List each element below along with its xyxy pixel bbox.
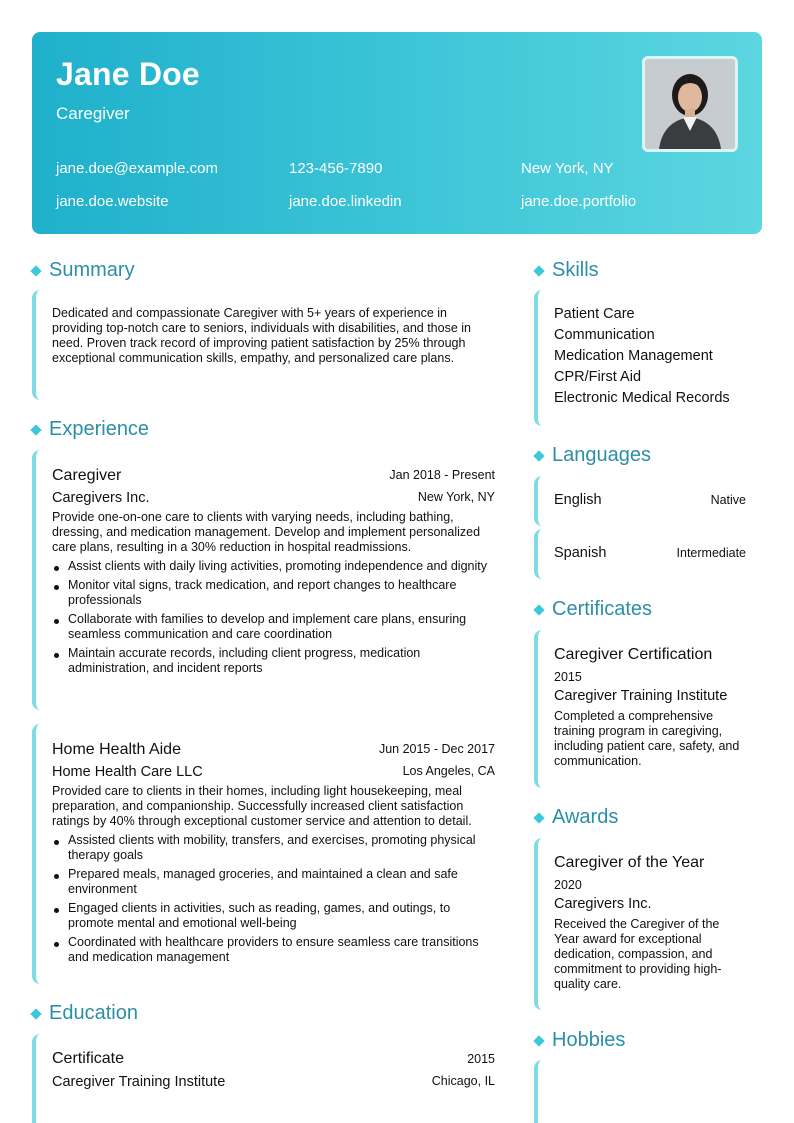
- education-year: 2015: [467, 1052, 495, 1066]
- skills-heading: [533, 259, 599, 282]
- job-bullet: Monitor vital signs, track medication, and report changes to healthcare professionals: [52, 578, 492, 608]
- skill-item: Medication Management: [554, 348, 713, 364]
- job-bullets: [52, 559, 492, 680]
- diamond-icon: [533, 812, 544, 823]
- hobbies-heading-text: Hobbies: [552, 1029, 626, 1051]
- job-date: Jan 2018 - Present: [389, 468, 495, 482]
- portfolio-link[interactable]: jane.doe.portfolio: [521, 193, 637, 210]
- education-heading: [30, 1002, 138, 1025]
- certificate-year: 2015: [554, 670, 582, 684]
- languages-heading: [533, 444, 651, 467]
- awards-heading-text: Awards: [552, 806, 619, 828]
- certificates-heading-text: Certificates: [552, 598, 653, 620]
- education-location: Chicago, IL: [431, 1074, 495, 1088]
- awards-heading: [533, 806, 618, 829]
- candidate-name: Jane Doe: [56, 56, 200, 92]
- diamond-icon: [533, 1035, 544, 1046]
- linkedin-link[interactable]: jane.doe.linkedin: [289, 193, 402, 210]
- job-title: Caregiver: [52, 467, 122, 484]
- job-bullets: [52, 833, 492, 969]
- job-title: Home Health Aide: [52, 741, 181, 758]
- hobbies-block: [534, 1060, 746, 1123]
- language-level: Intermediate: [676, 546, 746, 560]
- experience-item: [32, 724, 495, 984]
- job-description: Provide one-on-one care to clients with varying needs, including bathing, dressing, and medication management. Develop and implement personalized care plans, resulting in a 30% reduction in hospital readmissions.: [52, 510, 481, 554]
- language-item: [534, 476, 746, 526]
- summary-heading-text: Summary: [49, 259, 135, 281]
- profile-photo-illustration: [645, 59, 735, 149]
- profile-photo: [642, 56, 738, 152]
- candidate-title: Caregiver: [56, 104, 130, 123]
- certificates-heading: [533, 598, 652, 621]
- skill-item: Electronic Medical Records: [554, 390, 730, 406]
- award-name: Caregiver of the Year: [554, 854, 705, 871]
- diamond-icon: [533, 604, 544, 615]
- experience-heading: [30, 418, 149, 441]
- language-name: English: [554, 492, 602, 508]
- certificate-item: [534, 630, 746, 788]
- certificate-name: Caregiver Certification: [554, 646, 713, 663]
- summary-heading: [30, 259, 135, 282]
- job-bullet: Coordinated with healthcare providers to ensure seamless care transitions and medication management: [52, 935, 492, 965]
- location-text: New York, NY: [521, 160, 614, 177]
- job-location: New York, NY: [417, 490, 495, 504]
- experience-heading-text: Experience: [49, 418, 150, 440]
- education-heading-text: Education: [49, 1002, 138, 1024]
- resume-header: [32, 32, 762, 234]
- certificate-issuer: Caregiver Training Institute: [554, 688, 728, 704]
- job-bullet: Collaborate with families to develop and implement care plans, ensuring seamless communication and care coordination: [52, 612, 492, 642]
- experience-item: [32, 450, 495, 710]
- job-company: Caregivers Inc.: [52, 490, 150, 506]
- hobbies-heading: [533, 1029, 625, 1052]
- job-description: Provided care to clients in their homes, including light housekeeping, meal preparation, and companionship. Successfully increased client satisfaction ratings by 40% through exceptional customer service and attention to detail.: [52, 784, 472, 828]
- languages-heading-text: Languages: [552, 444, 651, 466]
- job-bullet: Assisted clients with mobility, transfers, and exercises, promoting physical therapy goals: [52, 833, 492, 863]
- language-name: Spanish: [554, 545, 607, 561]
- award-issuer: Caregivers Inc.: [554, 896, 652, 912]
- diamond-icon: [533, 450, 544, 461]
- certificate-description: Completed a comprehensive training program in caregiving, including patient care, safety, and communication.: [554, 709, 740, 768]
- job-bullet: Prepared meals, managed groceries, and maintained a clean and safe environment: [52, 867, 492, 897]
- job-company: Home Health Care LLC: [52, 764, 203, 780]
- education-school: Caregiver Training Institute: [52, 1074, 226, 1090]
- skills-heading-text: Skills: [552, 259, 599, 281]
- skill-item: Communication: [554, 327, 655, 343]
- award-item: [534, 838, 746, 1010]
- job-bullet: Assist clients with daily living activities, promoting independence and dignity: [52, 559, 492, 574]
- education-item: [32, 1034, 495, 1123]
- website-link[interactable]: jane.doe.website: [56, 193, 169, 210]
- diamond-icon: [30, 1008, 41, 1019]
- skill-item: CPR/First Aid: [554, 369, 642, 385]
- diamond-icon: [30, 424, 41, 435]
- email-link[interactable]: jane.doe@example.com: [56, 160, 218, 177]
- job-bullet: Engaged clients in activities, such as reading, games, and outings, to promote mental and emotional well-being: [52, 901, 492, 931]
- job-location: Los Angeles, CA: [402, 764, 495, 778]
- diamond-icon: [533, 265, 544, 276]
- language-item: [534, 529, 746, 579]
- skills-block: [534, 290, 746, 426]
- diamond-icon: [30, 265, 41, 276]
- language-level: Native: [710, 493, 746, 507]
- award-description: Received the Caregiver of the Year award for exceptional dedication, compassion, and commitment to providing high-quality care.: [554, 917, 722, 991]
- phone-text: 123-456-7890: [289, 160, 383, 177]
- job-date: Jun 2015 - Dec 2017: [378, 742, 495, 756]
- summary-text: Dedicated and compassionate Caregiver with 5+ years of experience in providing top-notch care to seniors, individuals with disabilities, and those in need. Proven track record of improving patient satisfaction by 25% through exceptional communication skills, empathy, and personalized care plans.: [52, 306, 471, 365]
- education-degree: Certificate: [52, 1050, 125, 1067]
- skill-item: Patient Care: [554, 306, 635, 322]
- job-bullet: Maintain accurate records, including client progress, medication administration, and incident reports: [52, 646, 492, 676]
- award-year: 2020: [554, 878, 582, 892]
- summary-block: [32, 290, 495, 400]
